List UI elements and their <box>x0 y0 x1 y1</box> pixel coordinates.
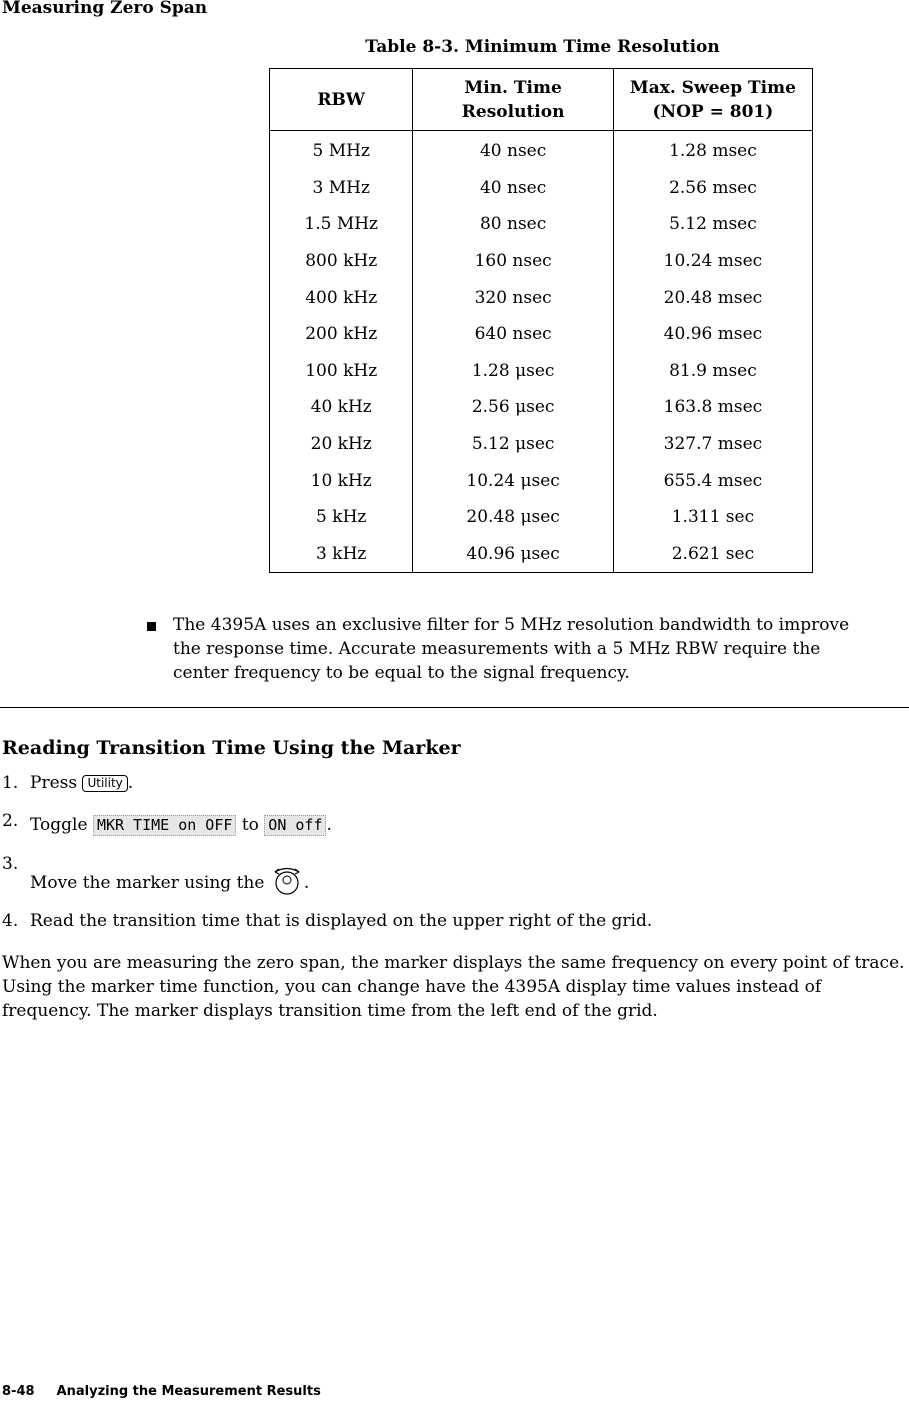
bullet-square-icon <box>147 622 156 631</box>
cell-max-sweep: 1.28 msec <box>669 141 757 162</box>
step-number: 4. <box>2 911 19 931</box>
step-text: Read the transition time that is displayed on the upper right of the grid. <box>30 911 653 931</box>
cell-rbw: 3 MHz <box>270 170 413 207</box>
cell-max-sweep: 1.311 sec <box>671 507 755 528</box>
section-title: Reading Transition Time Using the Marker <box>2 737 461 759</box>
cell-min-time: 5.12 μsec <box>413 426 613 463</box>
resolution-table <box>269 68 813 573</box>
cell-max-sweep: 81.9 msec <box>669 360 757 381</box>
step-text: Move the marker using the <box>30 873 265 893</box>
note-text: The 4395A uses an exclusive filter for 5 MHz resolution bandwidth to improve the response time. Accurate measurements with a 5 MHz RBW require the center frequency to be equal to the signal frequency. <box>173 615 850 683</box>
step-text: to <box>241 815 259 835</box>
cell-min-time: 40 nsec <box>413 131 613 170</box>
cell-max-sweep: 163.8 msec <box>663 397 763 418</box>
table-row <box>270 536 813 573</box>
cell-max-sweep: 20.48 msec <box>663 287 763 308</box>
cell-min-time: 40.96 μsec <box>413 536 613 573</box>
cell-max-sweep: 2.621 sec <box>671 543 755 564</box>
cell-rbw: 40 kHz <box>270 389 413 426</box>
step-number: 3. <box>2 854 19 874</box>
table-header-row <box>270 69 813 131</box>
table-row <box>270 131 813 170</box>
cell-min-time: 20.48 μsec <box>413 499 613 536</box>
cell-rbw: 1.5 MHz <box>270 206 413 243</box>
cell-rbw: 200 kHz <box>270 316 413 353</box>
cell-rbw: 400 kHz <box>270 279 413 316</box>
step-punct: . <box>326 815 332 835</box>
cell-min-time: 80 nsec <box>413 206 613 243</box>
mkr-time-softkey[interactable]: MKR TIME on OFF <box>93 815 236 836</box>
header-min-time: Min. Time Resolution <box>413 69 613 131</box>
cell-rbw: 5 MHz <box>270 131 413 170</box>
step-punct: . <box>303 873 310 893</box>
section-divider <box>0 707 909 708</box>
header-rbw: RBW <box>270 69 413 131</box>
cell-rbw: 100 kHz <box>270 353 413 390</box>
step-punct: . <box>127 773 134 793</box>
cell-min-time: 320 nsec <box>413 279 613 316</box>
cell-min-time: 160 nsec <box>413 243 613 280</box>
table-row <box>270 499 813 536</box>
cell-rbw: 10 kHz <box>270 462 413 499</box>
cell-rbw: 800 kHz <box>270 243 413 280</box>
table-row <box>270 206 813 243</box>
step-number: 2. <box>2 811 19 831</box>
cell-min-time: 1.28 μsec <box>413 353 613 390</box>
cell-min-time: 10.24 μsec <box>413 462 613 499</box>
table-row <box>270 353 813 390</box>
cell-max-sweep: 10.24 msec <box>663 251 763 272</box>
table-row <box>270 426 813 463</box>
cell-min-time: 2.56 μsec <box>413 389 613 426</box>
on-off-softkey[interactable]: ON off <box>264 815 326 836</box>
cell-max-sweep: 2.56 msec <box>669 177 757 198</box>
step-text: Press <box>30 773 78 793</box>
cell-rbw: 20 kHz <box>270 426 413 463</box>
body-paragraph: When you are measuring the zero span, the marker displays the same frequency on every point of trace. Using the marker time function, you can change have the 4395A display time values instead of frequency. The marker displays transition time from the left end of the grid. <box>2 953 905 1021</box>
running-head: Measuring Zero Span <box>2 0 208 18</box>
cell-max-sweep: 327.7 msec <box>663 434 763 455</box>
page-footer <box>2 1384 321 1399</box>
cell-rbw: 5 kHz <box>270 499 413 536</box>
chapter-title: Analyzing the Measurement Results <box>56 1384 321 1399</box>
cell-max-sweep: 655.4 msec <box>663 470 763 491</box>
utility-key-button[interactable]: Utility <box>82 775 127 792</box>
table-row <box>270 279 813 316</box>
table-caption: Table 8-3. Minimum Time Resolution <box>365 37 720 57</box>
cell-max-sweep: 40.96 msec <box>663 324 763 345</box>
page-number: 8-48 <box>2 1384 35 1399</box>
table-row <box>270 389 813 426</box>
table-row <box>270 170 813 207</box>
table-row <box>270 462 813 499</box>
cell-min-time: 640 nsec <box>413 316 613 353</box>
header-max-sweep: Max. Sweep Time (NOP = 801) <box>613 69 812 131</box>
table-row <box>270 316 813 353</box>
table-row <box>270 243 813 280</box>
step-text: Toggle <box>30 815 88 835</box>
cell-max-sweep: 5.12 msec <box>669 214 757 235</box>
rotary-knob-icon <box>270 866 304 901</box>
cell-rbw: 3 kHz <box>270 536 413 573</box>
step-number: 1. <box>2 773 19 793</box>
cell-min-time: 40 nsec <box>413 170 613 207</box>
